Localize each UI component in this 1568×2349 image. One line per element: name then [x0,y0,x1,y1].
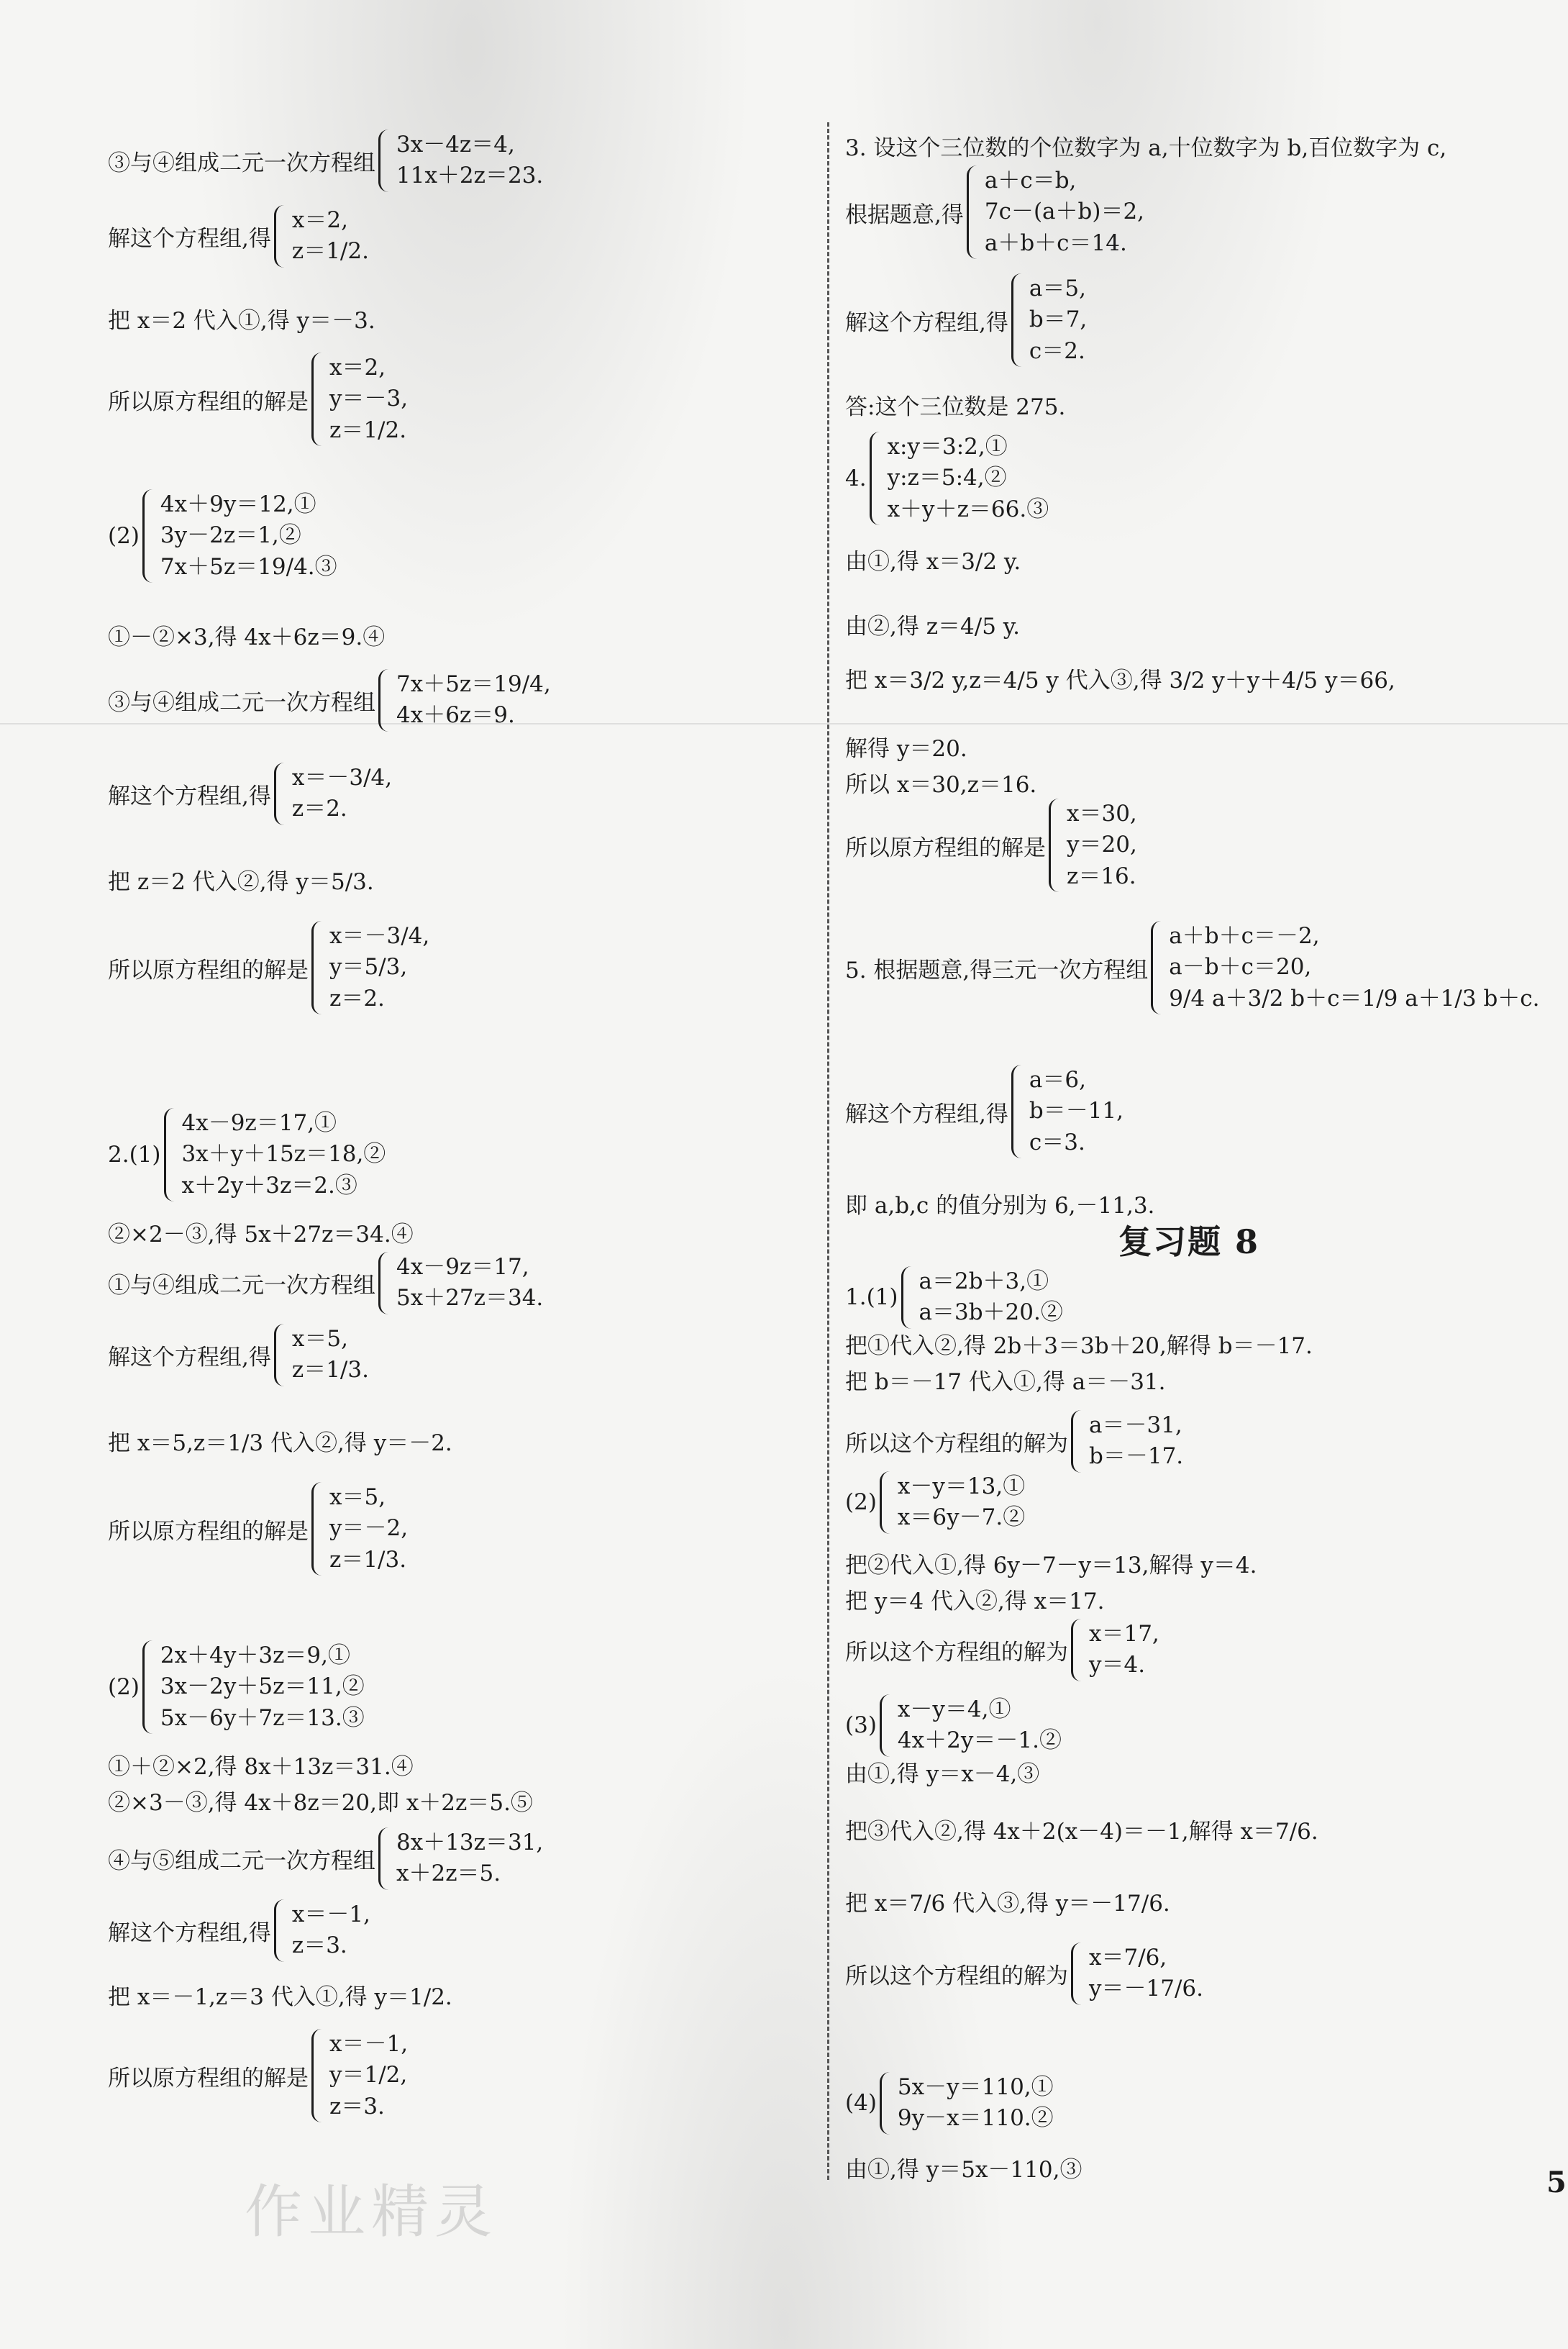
equation-system-line [108,353,408,446]
equation-row: x＝7/6, [1089,1945,1167,1971]
equation-system-line [108,1827,543,1890]
brace-icon [967,165,980,259]
equation-row: y＝－2, [329,1515,409,1542]
equation-system [1046,799,1137,892]
brace-icon [880,1471,893,1534]
equation-system [375,669,551,732]
equation-row: 4x＋9y＝12,① [160,491,316,517]
brace-icon [880,1694,893,1757]
equation-row: z＝1/2. [329,417,407,443]
equation-system-line [108,921,429,1014]
equation-system-line [845,1943,1203,2005]
brace-icon [274,205,288,268]
line-text: ①与④组成二元一次方程组 [108,1272,375,1299]
text-line [845,1547,1257,1579]
equation-row: a＝－31, [1089,1412,1182,1438]
line-text: 由①,得 x＝3/2 y. [845,549,1021,575]
line-text: ③与④组成二元一次方程组 [108,150,375,176]
equation-row: a＝2b＋3,① [919,1268,1049,1294]
brace-icon [378,669,392,732]
equation-system-line [108,2029,408,2122]
equation-row: 9y－x＝110.② [897,2105,1054,2132]
equation-system [309,921,429,1014]
equation-system [309,2029,408,2122]
brace-icon [274,1324,288,1386]
equation-system-line [845,2072,1054,2135]
text-line [845,1187,1154,1219]
line-text: (2) [845,1489,877,1516]
equation-system [271,1899,370,1962]
brace-icon [142,489,156,583]
text-line [845,766,1036,799]
line-text: 所以这个方程组的解为 [845,1639,1068,1666]
equation-row: a＝6, [1029,1067,1086,1093]
brace-icon [1071,1410,1085,1473]
equation-system [375,1252,543,1314]
equation-row: x－y＝13,① [897,1473,1026,1499]
line-text: 由①,得 y＝5x－110,③ [845,2157,1082,2183]
equation-system-line [845,799,1137,892]
equation-system-line [108,669,551,732]
equation-system-line [845,921,1540,1014]
equation-row: 5x＋27z＝34. [396,1285,544,1312]
line-text: 所以原方程组的解是 [108,389,309,415]
equation-row: x＋2y＋3z＝2.③ [181,1172,357,1199]
equation-row: 3y－2z＝1,② [160,522,301,549]
brace-icon [880,2072,893,2135]
line-text: ③与④组成二元一次方程组 [108,689,375,716]
text-line [845,543,1021,576]
line-text: 解这个方程组,得 [108,225,271,252]
line-text: (4) [845,2090,877,2117]
brace-icon [311,2029,325,2122]
equation-system-line [108,1640,365,1734]
equation-row: x－y＝4,① [897,1696,1011,1722]
equation-system [898,1266,1063,1329]
brace-icon [274,1899,288,1962]
equation-system [309,353,408,446]
equation-row: 8x＋13z＝31, [396,1830,544,1855]
equation-row: 9/4 a＋3/2 b＋c＝1/9 a＋1/3 b＋c. [1169,985,1540,1012]
line-text: 根据题意,得 [845,201,964,228]
equation-system [1148,921,1539,1014]
equation-system-line [108,1482,408,1576]
equation-row: x＝2, [329,355,386,381]
line-text: 所以原方程组的解是 [845,835,1046,861]
equation-row: x＝－3/4, [329,923,430,949]
line-text: 解这个方程组,得 [108,1344,271,1371]
equation-system-line [108,489,337,583]
text-line [845,608,1020,640]
equation-row: x＝30, [1067,801,1137,827]
equation-row: c＝2. [1029,337,1085,364]
line-text: 把 z＝2 代入②,得 y＝5/3. [108,869,374,895]
text-line [845,1813,1318,1845]
equation-system-line [845,1471,1025,1534]
line-text: 所以原方程组的解是 [108,2065,309,2091]
brace-icon [311,1482,325,1576]
equation-row: x＝5, [291,1326,348,1352]
line-text: 即 a,b,c 的值分别为 6,－11,3. [845,1193,1155,1219]
text-line [108,863,374,896]
brace-icon [311,921,325,1014]
equation-system-line [108,130,543,192]
equation-row: 4x＋6z＝9. [396,702,515,729]
brace-icon [1151,921,1164,1014]
text-line [845,2151,1082,2184]
equation-row: b＝－17. [1089,1443,1184,1470]
equation-row: y＝－17/6. [1089,1976,1203,2002]
line-text: (2) [108,523,140,550]
line-text: ①＋②×2,得 8x＋13z＝31.④ [108,1754,414,1780]
text-line [845,730,967,763]
equation-system-line [845,1694,1062,1757]
line-text: ②×2－③,得 5x＋27z＝34.④ [108,1222,414,1248]
equation-row: y＝5/3, [329,954,408,981]
text-line [845,1755,1039,1788]
line-text: (3) [845,1712,877,1739]
equation-row: a＝5, [1029,276,1086,301]
line-text: 把 x＝－1,z＝3 代入①,得 y＝1/2. [108,1984,452,2010]
equation-system [1008,273,1087,367]
line-text: 把 b＝－17 代入①,得 a＝－31. [845,1369,1166,1395]
line-text: 4. [845,465,867,492]
equation-system [877,1694,1062,1757]
brace-icon [1071,1943,1085,2005]
equation-row: a＋b＋c＝－2, [1169,923,1320,949]
equation-row: a＋c＝b, [984,168,1077,194]
line-text: 解这个方程组,得 [108,1919,271,1946]
text-line [108,302,375,335]
brace-icon [164,1108,178,1201]
brace-icon [142,1640,156,1734]
brace-icon [870,432,883,525]
line-text: 解这个方程组,得 [108,783,271,809]
line-text: 所以 x＝30,z＝16. [845,772,1037,798]
equation-system-line [108,1108,386,1201]
line-text: (2) [108,1674,140,1701]
equation-row: y＝4. [1089,1652,1146,1678]
equation-row: a＝3b＋20.② [919,1299,1063,1326]
text-line [845,1885,1170,1917]
line-text: 把①代入②,得 2b＋3＝3b＋20,解得 b＝－17. [845,1333,1313,1359]
line-text: 把 y＝4 代入②,得 x＝17. [845,1589,1105,1614]
line-text: 把 x＝2 代入①,得 y＝－3. [108,308,375,334]
equation-system [140,489,337,583]
brace-icon [901,1266,915,1329]
brace-icon [274,763,288,825]
equation-row: z＝1/2. [291,238,369,265]
equation-system [877,1471,1025,1534]
text-line [108,1748,414,1781]
brace-icon [378,130,392,192]
equation-system-line [845,273,1087,367]
equation-row: y＝20, [1067,832,1137,858]
equation-system-line [108,1899,370,1962]
line-text: 由①,得 y＝x－4,③ [845,1761,1040,1787]
equation-system [375,130,543,192]
equation-row: x＝－3/4, [291,765,393,791]
equation-row: 5x－y＝110,① [897,2074,1054,2100]
line-text: 3. 设这个三位数的个位数字为 a,十位数字为 b,百位数字为 c, [845,135,1447,161]
equation-system-line [845,1619,1159,1681]
equation-system-line [845,165,1144,259]
brace-icon [1071,1619,1085,1681]
equation-row: 2x＋4y＋3z＝9,① [160,1643,350,1668]
equation-row: c＝3. [1029,1129,1085,1155]
line-text: ①－②×3,得 4x＋6z＝9.④ [108,624,386,650]
equation-row: 4x－9z＝17, [396,1254,529,1280]
equation-row: x＝2, [291,207,348,233]
text-line [108,1216,414,1248]
equation-row: z＝16. [1067,863,1136,889]
equation-row: z＝2. [291,796,347,822]
equation-system-line [108,205,369,268]
column-divider [827,122,829,2180]
line-text: 把 x＝7/6 代入③,得 y＝－17/6. [845,1891,1170,1917]
text-line [845,389,1065,421]
equation-system [271,205,369,268]
equation-system [375,1827,543,1890]
equation-row: x＝6y－7.② [897,1504,1026,1531]
equation-row: y＝1/2, [329,2062,408,2089]
equation-system-line [108,1324,369,1386]
text-line [108,1978,452,2011]
equation-row: 3x－2y＋5z＝11,② [160,1673,365,1700]
equation-system [309,1482,408,1576]
equation-system-line [845,1410,1183,1473]
equation-system [1068,1410,1183,1473]
line-text: 所以这个方程组的解为 [845,1430,1068,1457]
equation-row: 5x－6y＋7z＝13.③ [160,1704,365,1731]
equation-row: 3x＋y＋15z＝18,② [181,1141,386,1168]
equation-system-line [108,763,392,825]
text-line [845,130,1446,162]
equation-row: y:z＝5:4,② [887,465,1007,491]
equation-row: z＝3. [291,1932,347,1959]
equation-row: a＋b＋c＝14. [984,230,1127,256]
line-text: 所以原方程组的解是 [108,957,309,983]
equation-row: 7c－(a＋b)＝2, [984,199,1145,225]
equation-row: z＝1/3. [329,1546,407,1573]
equation-system [1068,1943,1203,2005]
line-text: 由②,得 z＝4/5 y. [845,614,1021,640]
text-line [108,619,385,651]
line-text: 解这个方程组,得 [845,1101,1008,1127]
equation-row: z＝3. [329,2093,385,2119]
equation-row: 4x＋2y＝－1.② [897,1727,1062,1754]
brace-icon [311,353,325,446]
line-text: 2.(1) [108,1142,161,1168]
text-line [845,1327,1313,1360]
equation-system [877,2072,1054,2135]
equation-row: 7x＋5z＝19/4.③ [160,553,337,580]
equation-row: x＝－1, [291,1902,370,1927]
section-heading: 复习题 8 [1118,1222,1260,1261]
equation-system-line [845,432,1049,525]
equation-system-line [845,1065,1123,1158]
equation-system-line [108,1252,543,1314]
line-text: 5. 根据题意,得三元一次方程组 [845,957,1149,983]
page-number: 5 [1546,2166,1567,2199]
line-text: ②×3－③,得 4x＋8z＝20,即 x＋2z＝5.⑤ [108,1790,533,1816]
equation-row: x＋y＋z＝66.③ [887,496,1049,522]
equation-system [1068,1619,1159,1681]
equation-row: x＝－1, [329,2031,409,2057]
equation-row: 11x＋2z＝23. [396,163,544,189]
equation-row: b＝－11, [1029,1098,1124,1124]
text-line [845,1363,1166,1396]
equation-system [867,432,1049,525]
equation-row: 7x＋5z＝19/4, [396,671,551,697]
line-text: 把②代入①,得 6y－7－y＝13,解得 y＝4. [845,1553,1257,1578]
text-line [108,1784,533,1817]
line-text: 答:这个三位数是 275. [845,394,1066,420]
equation-row: x＝5, [329,1484,386,1510]
line-text: 所以原方程组的解是 [108,1518,309,1545]
line-text: 解得 y＝20. [845,736,967,762]
text-line [108,1425,452,1457]
text-line [845,1583,1104,1615]
brace-icon [1011,1065,1025,1158]
line-text: 1.(1) [845,1284,898,1311]
brace-icon [378,1252,392,1314]
brace-icon [378,1827,392,1890]
equation-system [964,165,1144,259]
text-line [845,662,1395,694]
equation-row: x:y＝3:2,① [887,434,1008,460]
equation-row: b＝7, [1029,306,1088,333]
line-text: 解这个方程组,得 [845,309,1008,336]
equation-row: z＝2. [329,985,385,1012]
line-text: 把 x＝3/2 y,z＝4/5 y 代入③,得 3/2 y＋y＋4/5 y＝66, [845,668,1395,694]
equation-system-line [845,1266,1063,1329]
equation-row: a－b＋c＝20, [1169,954,1312,981]
equation-system [140,1640,365,1734]
equation-row: z＝1/3. [291,1357,369,1383]
line-text: 所以这个方程组的解为 [845,1963,1068,1989]
line-text: 把③代入②,得 4x＋2(x－4)＝－1,解得 x＝7/6. [845,1819,1318,1845]
watermark: 作业精灵 [245,2178,498,2245]
equation-system [271,1324,369,1386]
brace-icon [1011,273,1025,367]
equation-row: 3x－4z＝4, [396,132,515,158]
equation-row: 4x－9z＝17,① [181,1110,337,1136]
line-text: ④与⑤组成二元一次方程组 [108,1848,375,1874]
equation-row: x＋2z＝5. [396,1860,501,1887]
equation-system [1008,1065,1123,1158]
line-text: 把 x＝5,z＝1/3 代入②,得 y＝－2. [108,1430,452,1456]
equation-row: x＝17, [1089,1621,1159,1647]
equation-system [271,763,392,825]
equation-row: y＝－3, [329,386,409,412]
brace-icon [1049,799,1062,892]
equation-system [161,1108,386,1201]
